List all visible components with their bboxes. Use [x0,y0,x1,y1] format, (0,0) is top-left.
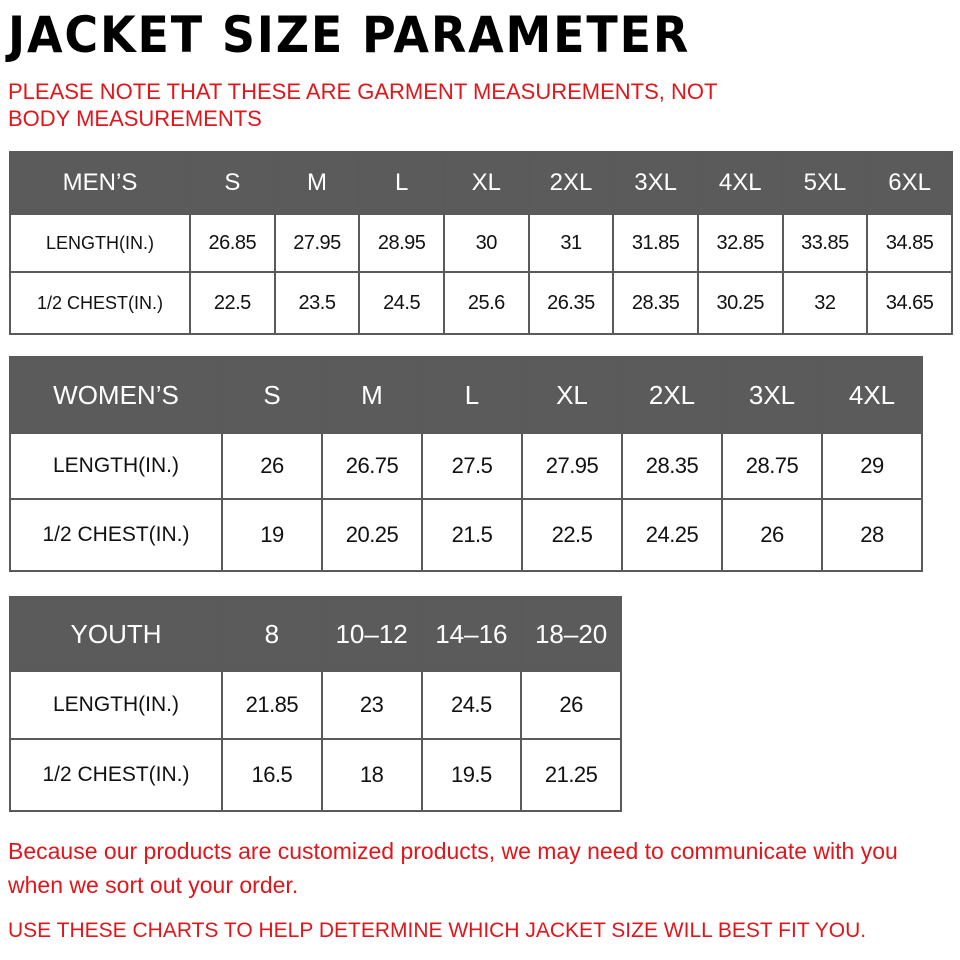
table-row [10,272,952,334]
table-cell: 26 [222,433,322,499]
table-cell: 27.5 [422,433,522,499]
table-header-cell: L [422,357,522,433]
row-label: LENGTH(IN.) [10,671,222,739]
table-cell: 34.85 [867,214,952,272]
table-header-cell: 18–20 [521,597,621,671]
table-cell: 22.5 [522,499,622,571]
table-header-cell: 3XL [722,357,822,433]
table-header-cell: S [222,357,322,433]
table-cell: 24.25 [622,499,722,571]
table-cell: 30.25 [698,272,783,334]
youth-size-table [9,596,622,812]
size-guide-note: USE THESE CHARTS TO HELP DETERMINE WHICH JACKET SIZE WILL BEST FIT YOU. [8,919,867,942]
table-row [10,671,621,739]
table-cell: 27.95 [275,214,360,272]
table-cell: 30 [444,214,529,272]
table-header-cell: 8 [222,597,322,671]
table-cell: 25.6 [444,272,529,334]
row-label: LENGTH(IN.) [10,214,190,272]
table-cell: 26 [521,671,621,739]
table-cell: 28.35 [622,433,722,499]
table-cell: 26.75 [322,433,422,499]
table-cell: 28.35 [613,272,698,334]
table-header-cell: XL [444,152,529,214]
table-cell: 23.5 [275,272,360,334]
page-title: JACKET SIZE PARAMETER [8,6,691,64]
row-label: 1/2 CHEST(IN.) [10,739,222,811]
table-cell: 28 [822,499,922,571]
table-cell: 32.85 [698,214,783,272]
table-cell: 28.75 [722,433,822,499]
women-size-table [9,356,923,572]
table-cell: 19 [222,499,322,571]
table-cell: 32 [783,272,868,334]
table-header-cell: 14–16 [422,597,522,671]
table-cell: 18 [322,739,422,811]
table-cell: 24.5 [359,272,444,334]
table-header-cell: YOUTH [10,597,222,671]
men-size-table [9,151,953,335]
table-cell: 20.25 [322,499,422,571]
table-header-cell: 5XL [783,152,868,214]
table-row [10,739,621,811]
table-row [10,499,922,571]
table-header-cell: 2XL [529,152,614,214]
table-cell: 33.85 [783,214,868,272]
table-header-cell: L [359,152,444,214]
table-header-cell: XL [522,357,622,433]
table-cell: 26.35 [529,272,614,334]
table-cell: 19.5 [422,739,522,811]
table-header-cell: M [322,357,422,433]
table-header-row [10,152,952,214]
row-label: 1/2 CHEST(IN.) [10,272,190,334]
table-cell: 34.65 [867,272,952,334]
row-label: LENGTH(IN.) [10,433,222,499]
customization-note: Because our products are customized products, we may need to communicate with you when we sort out your order. [8,838,898,898]
table-header-cell: 10–12 [322,597,422,671]
table-header-cell: 2XL [622,357,722,433]
table-cell: 21.5 [422,499,522,571]
table-header-cell: 6XL [867,152,952,214]
table-header-cell: 4XL [822,357,922,433]
table-cell: 16.5 [222,739,322,811]
table-header-row [10,357,922,433]
table-cell: 31 [529,214,614,272]
table-row [10,433,922,499]
table-header-cell: 4XL [698,152,783,214]
table-header-cell: WOMEN’S [10,357,222,433]
table-cell: 27.95 [522,433,622,499]
table-cell: 26.85 [190,214,275,272]
table-header-row [10,597,621,671]
table-cell: 24.5 [422,671,522,739]
table-cell: 28.95 [359,214,444,272]
table-row [10,214,952,272]
table-cell: 23 [322,671,422,739]
table-cell: 26 [722,499,822,571]
row-label: 1/2 CHEST(IN.) [10,499,222,571]
table-cell: 21.85 [222,671,322,739]
table-header-cell: MEN’S [10,152,190,214]
garment-note: PLEASE NOTE THAT THESE ARE GARMENT MEASUREMENTS, NOT BODY MEASUREMENTS [8,79,718,131]
table-header-cell: S [190,152,275,214]
table-cell: 22.5 [190,272,275,334]
table-cell: 31.85 [613,214,698,272]
table-cell: 21.25 [521,739,621,811]
table-header-cell: 3XL [613,152,698,214]
table-cell: 29 [822,433,922,499]
table-header-cell: M [275,152,360,214]
